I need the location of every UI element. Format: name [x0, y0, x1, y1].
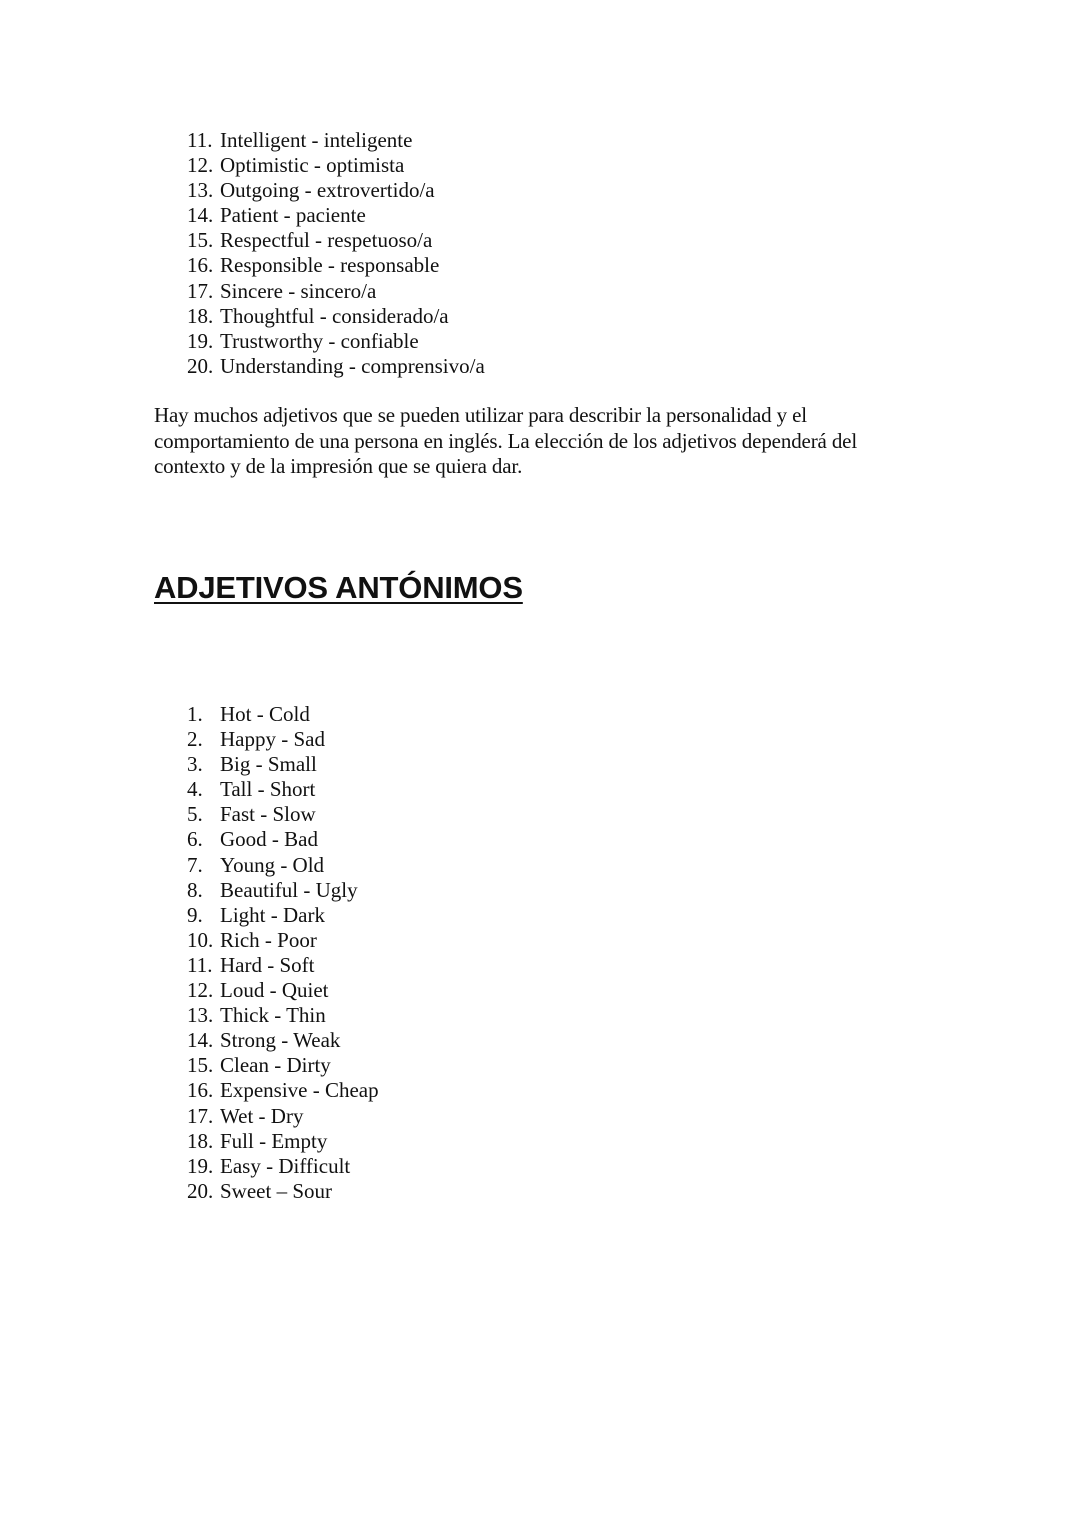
list-item: [187, 1179, 379, 1204]
list-text: Optimistic - optimista: [220, 153, 405, 178]
list-number: 7.: [187, 852, 203, 877]
list-text: Expensive - Cheap: [220, 1078, 379, 1103]
list-item: [187, 702, 379, 727]
list-item: [187, 178, 485, 203]
list-number: 13.: [187, 1003, 214, 1028]
list-number: 12.: [187, 153, 214, 178]
list-text: Big - Small: [220, 752, 317, 777]
list-text: Easy - Difficult: [220, 1153, 351, 1178]
list-text: Strong - Weak: [220, 1028, 341, 1053]
list-text: Fast - Slow: [220, 802, 316, 827]
list-item: [187, 953, 379, 978]
list-number: 6.: [187, 827, 203, 852]
list-number: 16.: [187, 1078, 214, 1103]
list-number: 3.: [187, 752, 203, 777]
list-item: [187, 777, 379, 802]
list-item: [187, 827, 379, 852]
list-number: 2.: [187, 727, 203, 752]
list-number: 17.: [187, 278, 214, 303]
personality-adjectives-list: [187, 128, 485, 379]
list-number: 16.: [187, 253, 214, 278]
antonym-adjectives-list: [187, 702, 379, 1204]
list-text: Happy - Sad: [220, 727, 325, 752]
list-text: Intelligent - inteligente: [220, 128, 413, 152]
list-item: [187, 853, 379, 878]
list-text: Sweet – Sour: [220, 1178, 332, 1203]
list-text: Young - Old: [220, 852, 325, 877]
list-text: Good - Bad: [220, 827, 318, 852]
list-text: Clean - Dirty: [220, 1053, 331, 1078]
list-item: [187, 304, 485, 329]
list-item: [187, 1129, 379, 1154]
list-number: 17.: [187, 1103, 214, 1128]
list-item: [187, 128, 485, 153]
list-item: [187, 329, 485, 354]
list-item: [187, 153, 485, 178]
list-item: [187, 279, 485, 304]
list-item: [187, 1028, 379, 1053]
list-number: 1.: [187, 702, 203, 726]
list-number: 11.: [187, 128, 213, 152]
list-number: 18.: [187, 303, 214, 328]
list-number: 9.: [187, 902, 203, 927]
list-text: Beautiful - Ugly: [220, 877, 358, 902]
list-item: [187, 928, 379, 953]
list-text: Tall - Short: [220, 777, 316, 802]
list-item: [187, 1003, 379, 1028]
list-number: 8.: [187, 877, 203, 902]
list-item: [187, 903, 379, 928]
body-paragraph: Hay muchos adjetivos que se pueden utilizar para describir la personalidad y el comportamiento de una persona en inglés. La elección de los adjetivos dependerá del contexto y de la impresión que se quiera dar.: [154, 403, 858, 478]
list-text: Thoughtful - considerado/a: [220, 303, 449, 328]
list-item: [187, 878, 379, 903]
list-text: Outgoing - extrovertido/a: [220, 178, 435, 203]
list-number: 4.: [187, 777, 203, 802]
list-number: 5.: [187, 802, 203, 827]
list-number: 13.: [187, 178, 214, 203]
list-number: 19.: [187, 1153, 214, 1178]
list-text: Thick - Thin: [220, 1003, 326, 1028]
list-item: [187, 253, 485, 278]
list-text: Hot - Cold: [220, 702, 310, 726]
list-item: [187, 752, 379, 777]
list-text: Understanding - comprensivo/a: [220, 353, 485, 378]
list-item: [187, 727, 379, 752]
list-text: Respectful - respetuoso/a: [220, 228, 433, 253]
list-text: Full - Empty: [220, 1128, 328, 1153]
list-item: [187, 1104, 379, 1129]
list-number: 14.: [187, 203, 214, 228]
list-item: [187, 1154, 379, 1179]
list-text: Light - Dark: [220, 902, 325, 927]
list-number: 20.: [187, 1178, 214, 1203]
list-item: [187, 354, 485, 379]
section-heading-antonyms: ADJETIVOS ANTÓNIMOS: [154, 570, 523, 605]
list-text: Rich - Poor: [220, 927, 317, 952]
list-number: 10.: [187, 927, 214, 952]
list-text: Loud - Quiet: [220, 978, 329, 1003]
list-number: 15.: [187, 1053, 214, 1078]
list-item: [187, 1053, 379, 1078]
list-item: [187, 978, 379, 1003]
list-number: 14.: [187, 1028, 214, 1053]
list-text: Patient - paciente: [220, 203, 366, 228]
list-number: 18.: [187, 1128, 214, 1153]
list-item: [187, 1078, 379, 1103]
list-text: Wet - Dry: [220, 1103, 304, 1128]
list-text: Trustworthy - confiable: [220, 328, 419, 353]
list-number: 11.: [187, 952, 213, 977]
list-number: 20.: [187, 353, 214, 378]
list-number: 15.: [187, 228, 214, 253]
list-number: 12.: [187, 978, 214, 1003]
list-item: [187, 228, 485, 253]
list-text: Sincere - sincero/a: [220, 278, 377, 303]
list-text: Hard - Soft: [220, 952, 315, 977]
list-item: [187, 802, 379, 827]
list-number: 19.: [187, 328, 214, 353]
list-item: [187, 203, 485, 228]
list-text: Responsible - responsable: [220, 253, 440, 278]
